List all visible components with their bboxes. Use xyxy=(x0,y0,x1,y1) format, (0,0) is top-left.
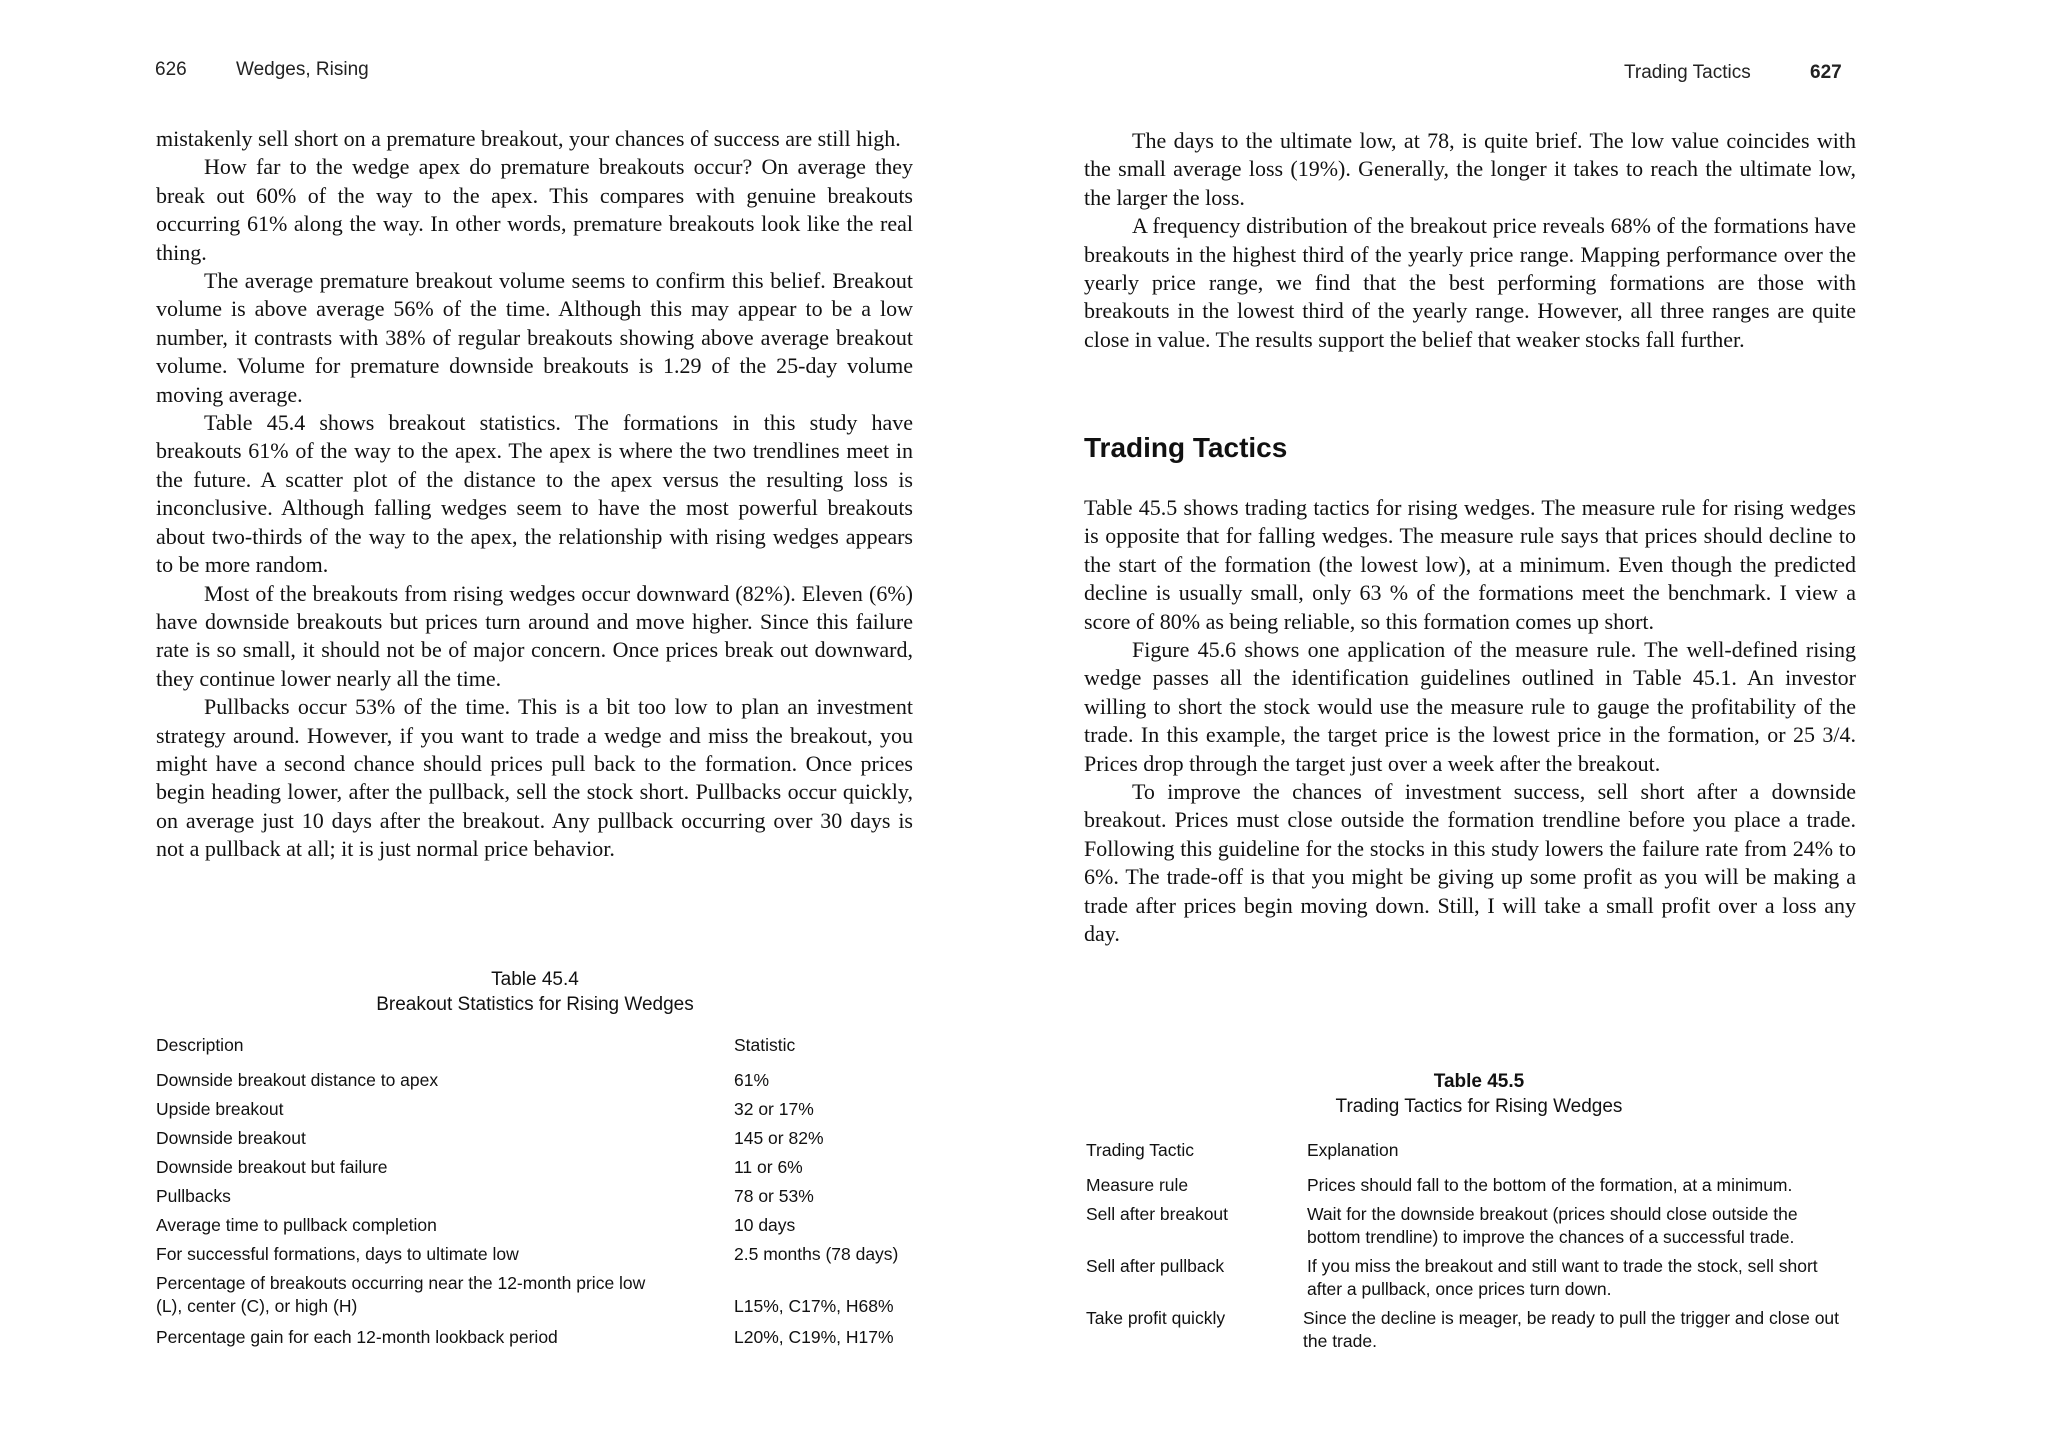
table-title: Table 45.4 xyxy=(491,969,579,990)
table-cell: If you miss the breakout and still want to trade the stock, sell short after a pullback, once prices turn down. xyxy=(1307,1256,1818,1299)
table-cell: L20%, C19%, H17% xyxy=(734,1327,894,1347)
table-cell: 61% xyxy=(734,1070,770,1090)
body-text xyxy=(156,125,913,864)
table-cell: Measure rule xyxy=(1086,1175,1189,1195)
table-cell: L15%, C17%, H68% xyxy=(734,1296,894,1316)
table-cell: Pullbacks xyxy=(156,1186,231,1206)
column-header: Description xyxy=(156,1035,244,1055)
table-cell: 2.5 months (78 days) xyxy=(734,1244,899,1264)
table-cell: Sell after breakout xyxy=(1086,1204,1229,1224)
table-cell: Sell after pullback xyxy=(1086,1256,1225,1276)
table-title: Table 45.5 xyxy=(1433,1071,1525,1092)
running-title: Wedges, Rising xyxy=(236,59,369,80)
table-cell: Downside breakout distance to apex xyxy=(156,1070,439,1090)
section-body-text xyxy=(1084,494,1856,949)
paragraph: Pullbacks occur 53% of the time. This is a bit too low to plan an investment strategy around. However, if you want to trade a wedge and miss the breakout, you might have a second chance should prices pull back to the formation. Once prices begin heading lower, after the pullback, sell the stock short. Pullbacks occur quickly, on average just 10 days after the breakout. Any pullback occurring over 30 days is not a pullback at all; it is just normal price behavior. xyxy=(156,694,913,862)
section-heading: Trading Tactics xyxy=(1084,432,1288,463)
table-cell: 145 or 82% xyxy=(734,1128,824,1148)
table-cell: Wait for the downside breakout (prices should close outside the bottom trendline) to improve the chances of a successful trade. xyxy=(1307,1204,1798,1247)
table-cell: Since the decline is meager, be ready to pull the trigger and close out the trade. xyxy=(1303,1308,1840,1351)
table-subtitle: Trading Tactics for Rising Wedges xyxy=(1335,1096,1623,1117)
table-caption xyxy=(1254,1069,1704,1119)
running-title: Trading Tactics xyxy=(1624,62,1751,83)
paragraph: The average premature breakout volume seems to confirm this belief. Breakout volume is above average 56% of the time. Although this may appear to be a low number, it contrasts with 38% of regular breakouts showing above average breakout volume. Volume for premature downside breakouts is 1.29 of the 25-day volume moving average. xyxy=(156,268,913,407)
table-cell: Prices should fall to the bottom of the formation, at a minimum. xyxy=(1307,1175,1793,1195)
table-cell: 32 or 17% xyxy=(734,1099,814,1119)
table-cell: For successful formations, days to ultimate low xyxy=(156,1244,519,1264)
paragraph: Table 45.5 shows trading tactics for rising wedges. The measure rule for rising wedges is opposite that for falling wedges. The measure rule says that prices should decline to the start of the formation (the lowest low), at a minimum. Even though the predicted decline is usually small, only 63 % of the formations meet the benchmark. I view a score of 80% as being reliable, so this formation comes up short. xyxy=(1084,495,1856,634)
trading-tactics-table xyxy=(1086,1139,1866,1359)
page-number: 627 xyxy=(1810,62,1842,83)
table-cell: Upside breakout xyxy=(156,1099,284,1119)
paragraph: mistakenly sell short on a premature breakout, your chances of success are still high. xyxy=(156,126,901,151)
table-cell: 10 days xyxy=(734,1215,796,1235)
table-cell: Percentage gain for each 12-month lookback period xyxy=(156,1327,558,1347)
column-header: Explanation xyxy=(1307,1140,1399,1160)
paragraph: The days to the ultimate low, at 78, is quite brief. The low value coincides with the small average loss (19%). Generally, the longer it takes to reach the ultimate low, the larger the loss. xyxy=(1084,128,1856,210)
paragraph: Most of the breakouts from rising wedges occur downward (82%). Eleven (6%) have downside breakouts but prices turn around and move higher. Since this failure rate is so small, it should not be of major concern. Once prices break out downward, they continue lower nearly all the time. xyxy=(156,580,913,691)
paragraph: How far to the wedge apex do premature breakouts occur? On average they break out 60% of the way to the apex. This compares with genuine breakouts occurring 61% along the way. In other words, premature breakouts look like the real thing. xyxy=(156,154,913,265)
table-cell: 78 or 53% xyxy=(734,1186,814,1206)
table-cell: Average time to pullback completion xyxy=(156,1215,437,1235)
table-cell: Downside breakout xyxy=(156,1128,306,1148)
right-page xyxy=(1024,0,2048,1448)
breakout-statistics-table xyxy=(156,1034,916,1354)
paragraph: To improve the chances of investment success, sell short after a downside breakout. Prices must close outside the formation trendline before you place a trade. Following this guideline for the stocks in this study lowers the failure rate from 24% to 6%. The trade-off is that you might be giving up some profit as you will be making a trade after prices begin moving down. Still, I will take a small profit over a loss any day. xyxy=(1084,779,1856,947)
table-cell: Downside breakout but failure xyxy=(156,1157,388,1177)
column-header: Trading Tactic xyxy=(1086,1140,1194,1160)
body-text xyxy=(1084,127,1856,354)
table-cell: Percentage of breakouts occurring near the 12-month price low (L), center (C), or high (H) xyxy=(156,1273,646,1316)
table-caption xyxy=(300,967,770,1017)
page-number: 626 xyxy=(155,59,187,80)
column-header: Statistic xyxy=(734,1035,796,1055)
table-cell: 11 or 6% xyxy=(734,1157,803,1177)
table-cell: Take profit quickly xyxy=(1086,1308,1226,1328)
paragraph: Figure 45.6 shows one application of the measure rule. The well-defined rising wedge passes all the identification guidelines outlined in Table 45.1. An investor willing to short the stock would use the measure rule to gauge the profitability of the trade. In this example, the target price is the lowest price in the formation, or 25 3/4. Prices drop through the target just over a week after the breakout. xyxy=(1084,637,1856,776)
paragraph: Table 45.4 shows breakout statistics. The formations in this study have breakouts 61% of the way to the apex. The apex is where the two trendlines meet in the future. A scatter plot of the distance to the apex versus the resulting loss is inconclusive. Although falling wedges seem to have the most powerful breakouts about two-thirds of the way to the apex, the relationship with rising wedges appears to be more random. xyxy=(156,410,913,578)
paragraph: A frequency distribution of the breakout price reveals 68% of the formations have breakouts in the highest third of the yearly price range. Mapping performance over the yearly price range, we find that the best performing formations are those with breakouts in the lowest third of the yearly range. However, all three ranges are quite close in value. The results support the belief that weaker stocks fall further. xyxy=(1084,213,1856,352)
table-subtitle: Breakout Statistics for Rising Wedges xyxy=(376,994,694,1015)
